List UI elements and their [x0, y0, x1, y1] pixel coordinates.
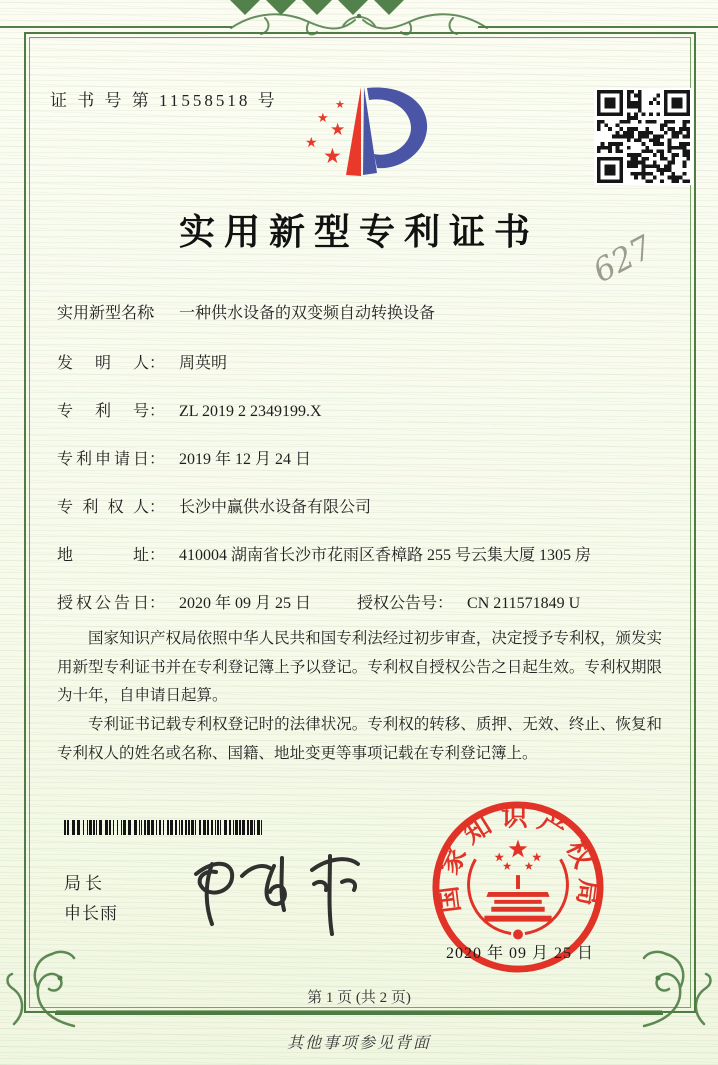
field-colon: ：	[149, 403, 166, 420]
field-label: 专利申请日	[57, 451, 149, 468]
commissioner-title: 局长	[64, 874, 106, 893]
seal-date: 2020 年 09 月 25 日	[445, 945, 594, 962]
bottom-rule	[55, 1012, 663, 1015]
logo-star-icon: ★	[335, 98, 345, 111]
field-grant-number	[357, 590, 580, 613]
pencil-annotation: 627	[586, 227, 659, 291]
field-row-grant	[57, 590, 663, 613]
field-row-inventor	[57, 350, 663, 373]
legal-paragraph-1: 国家知识产权局依照中华人民共和国专利法经过初步审查，决定授予专利权，颁发实用新型专利证书并在专利登记簿上予以登记。专利权自授权公告之日起生效。专利权期限为十年，自申请日起算。	[57, 630, 662, 705]
commissioner-signature	[182, 836, 382, 941]
back-note: 其他事项参见背面	[286, 1035, 431, 1052]
field-colon: ：	[149, 355, 166, 372]
field-value: CN 211571849 U	[467, 595, 581, 612]
logo-star-icon: ★	[330, 120, 346, 140]
field-value: 一种供水设备的双变频自动转换设备	[179, 305, 436, 322]
field-label: 专 利 号	[57, 403, 149, 420]
field-label: 实用新型名称	[57, 305, 154, 322]
cnipa-logo-graphic	[287, 84, 437, 180]
seal-national-emblem	[484, 840, 551, 922]
field-colon: ：	[149, 499, 166, 516]
field-colon: ：	[149, 305, 166, 322]
legal-text	[57, 625, 662, 768]
field-label: 授权公告号	[357, 595, 438, 612]
field-colon: ：	[149, 451, 166, 468]
field-value: ZL 2019 2 2349199.X	[179, 403, 322, 420]
logo-star-icon: ★	[323, 144, 342, 168]
field-colon: ：	[149, 595, 166, 612]
seal-text: 国家知识产权局	[431, 801, 605, 916]
field-colon: ：	[437, 595, 454, 612]
certificate-title: 实用新型专利证书	[178, 212, 539, 252]
field-row-patentee	[57, 494, 663, 517]
svg-text:国家知识产权局	[431, 802, 605, 916]
cnipa-logo	[287, 84, 437, 180]
corner-flourish-left	[4, 948, 79, 1028]
field-row-address	[57, 542, 663, 565]
field-label: 授权公告日	[57, 595, 149, 612]
field-value: 周英明	[179, 355, 228, 372]
page-number: 第 1 页 (共 2 页)	[307, 990, 411, 1006]
field-value: 2019 年 12 月 24 日	[179, 451, 312, 468]
field-value: 410004 湖南省长沙市花雨区香樟路 255 号云集大厦 1305 房	[179, 547, 592, 564]
legal-paragraph-2: 专利证书记载专利权登记时的法律状况。专利权的转移、质押、无效、终止、恢复和专利权人的姓名或名称、国籍、地址变更等事项记载在专利登记簿上。	[57, 716, 662, 762]
certificate-number: 证 书 号 第 11558518 号	[50, 91, 278, 110]
field-row-filing-date	[57, 446, 663, 469]
commissioner-name: 申长雨	[64, 904, 118, 923]
top-rule-right	[478, 26, 718, 28]
corner-flourish-right	[639, 948, 714, 1028]
field-value: 2020 年 09 月 25 日	[179, 595, 312, 612]
field-row-patent-no	[57, 398, 663, 421]
top-rule-left	[0, 26, 232, 28]
field-value: 长沙中赢供水设备有限公司	[179, 499, 372, 516]
logo-star-icon: ★	[305, 135, 318, 151]
field-row-name	[57, 300, 663, 323]
field-colon: ：	[149, 547, 166, 564]
field-label: 地 址	[57, 547, 149, 564]
field-label: 发 明 人	[57, 355, 149, 372]
qr-code	[594, 88, 693, 185]
field-label: 专 利 权 人	[57, 499, 149, 516]
barcode	[64, 820, 269, 835]
logo-star-icon: ★	[317, 111, 329, 126]
